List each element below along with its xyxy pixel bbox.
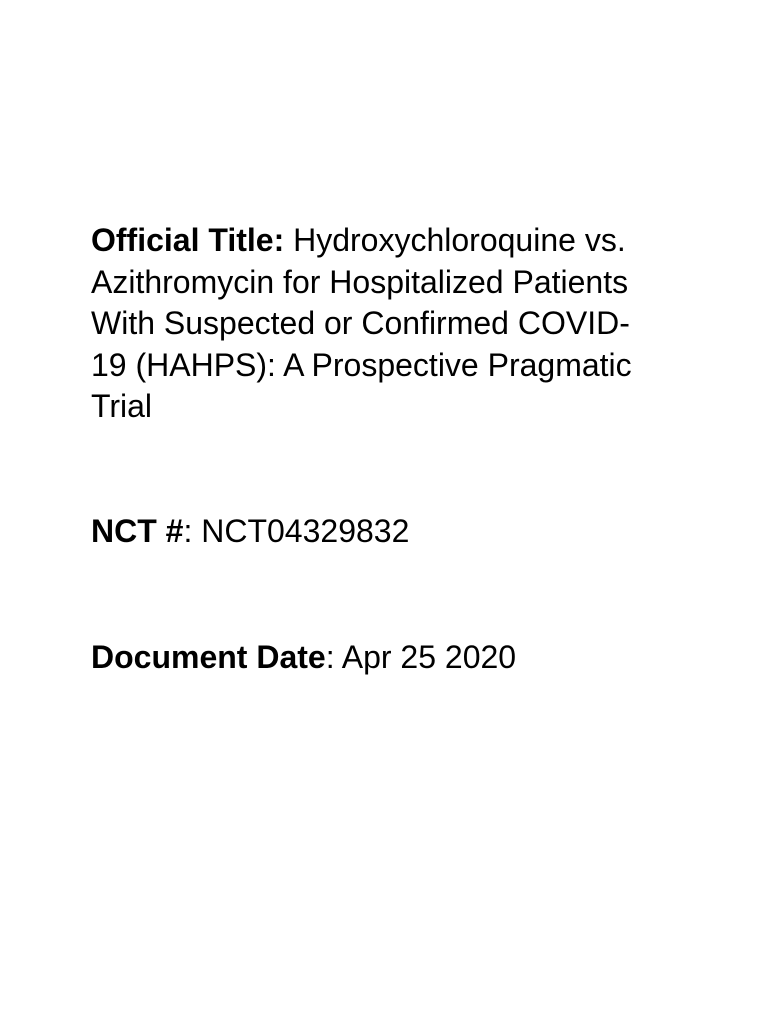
official-title-block bbox=[91, 220, 651, 428]
official-title-text: Hydroxychloroquine vs. Azithromycin for Hospitalized Patients With Suspected or Confirmed COVID-19 (HAHPS): A Prospective Pragmatic Trial bbox=[91, 222, 632, 424]
document-date-block bbox=[91, 637, 651, 679]
official-title-label: Official Title: bbox=[91, 222, 285, 258]
nct-number-value: : NCT04329832 bbox=[183, 513, 410, 549]
nct-number-block bbox=[91, 511, 651, 553]
document-date-label: Document Date bbox=[91, 639, 326, 675]
document-date-value: : Apr 25 2020 bbox=[325, 639, 517, 675]
nct-number-label: NCT # bbox=[91, 513, 184, 549]
